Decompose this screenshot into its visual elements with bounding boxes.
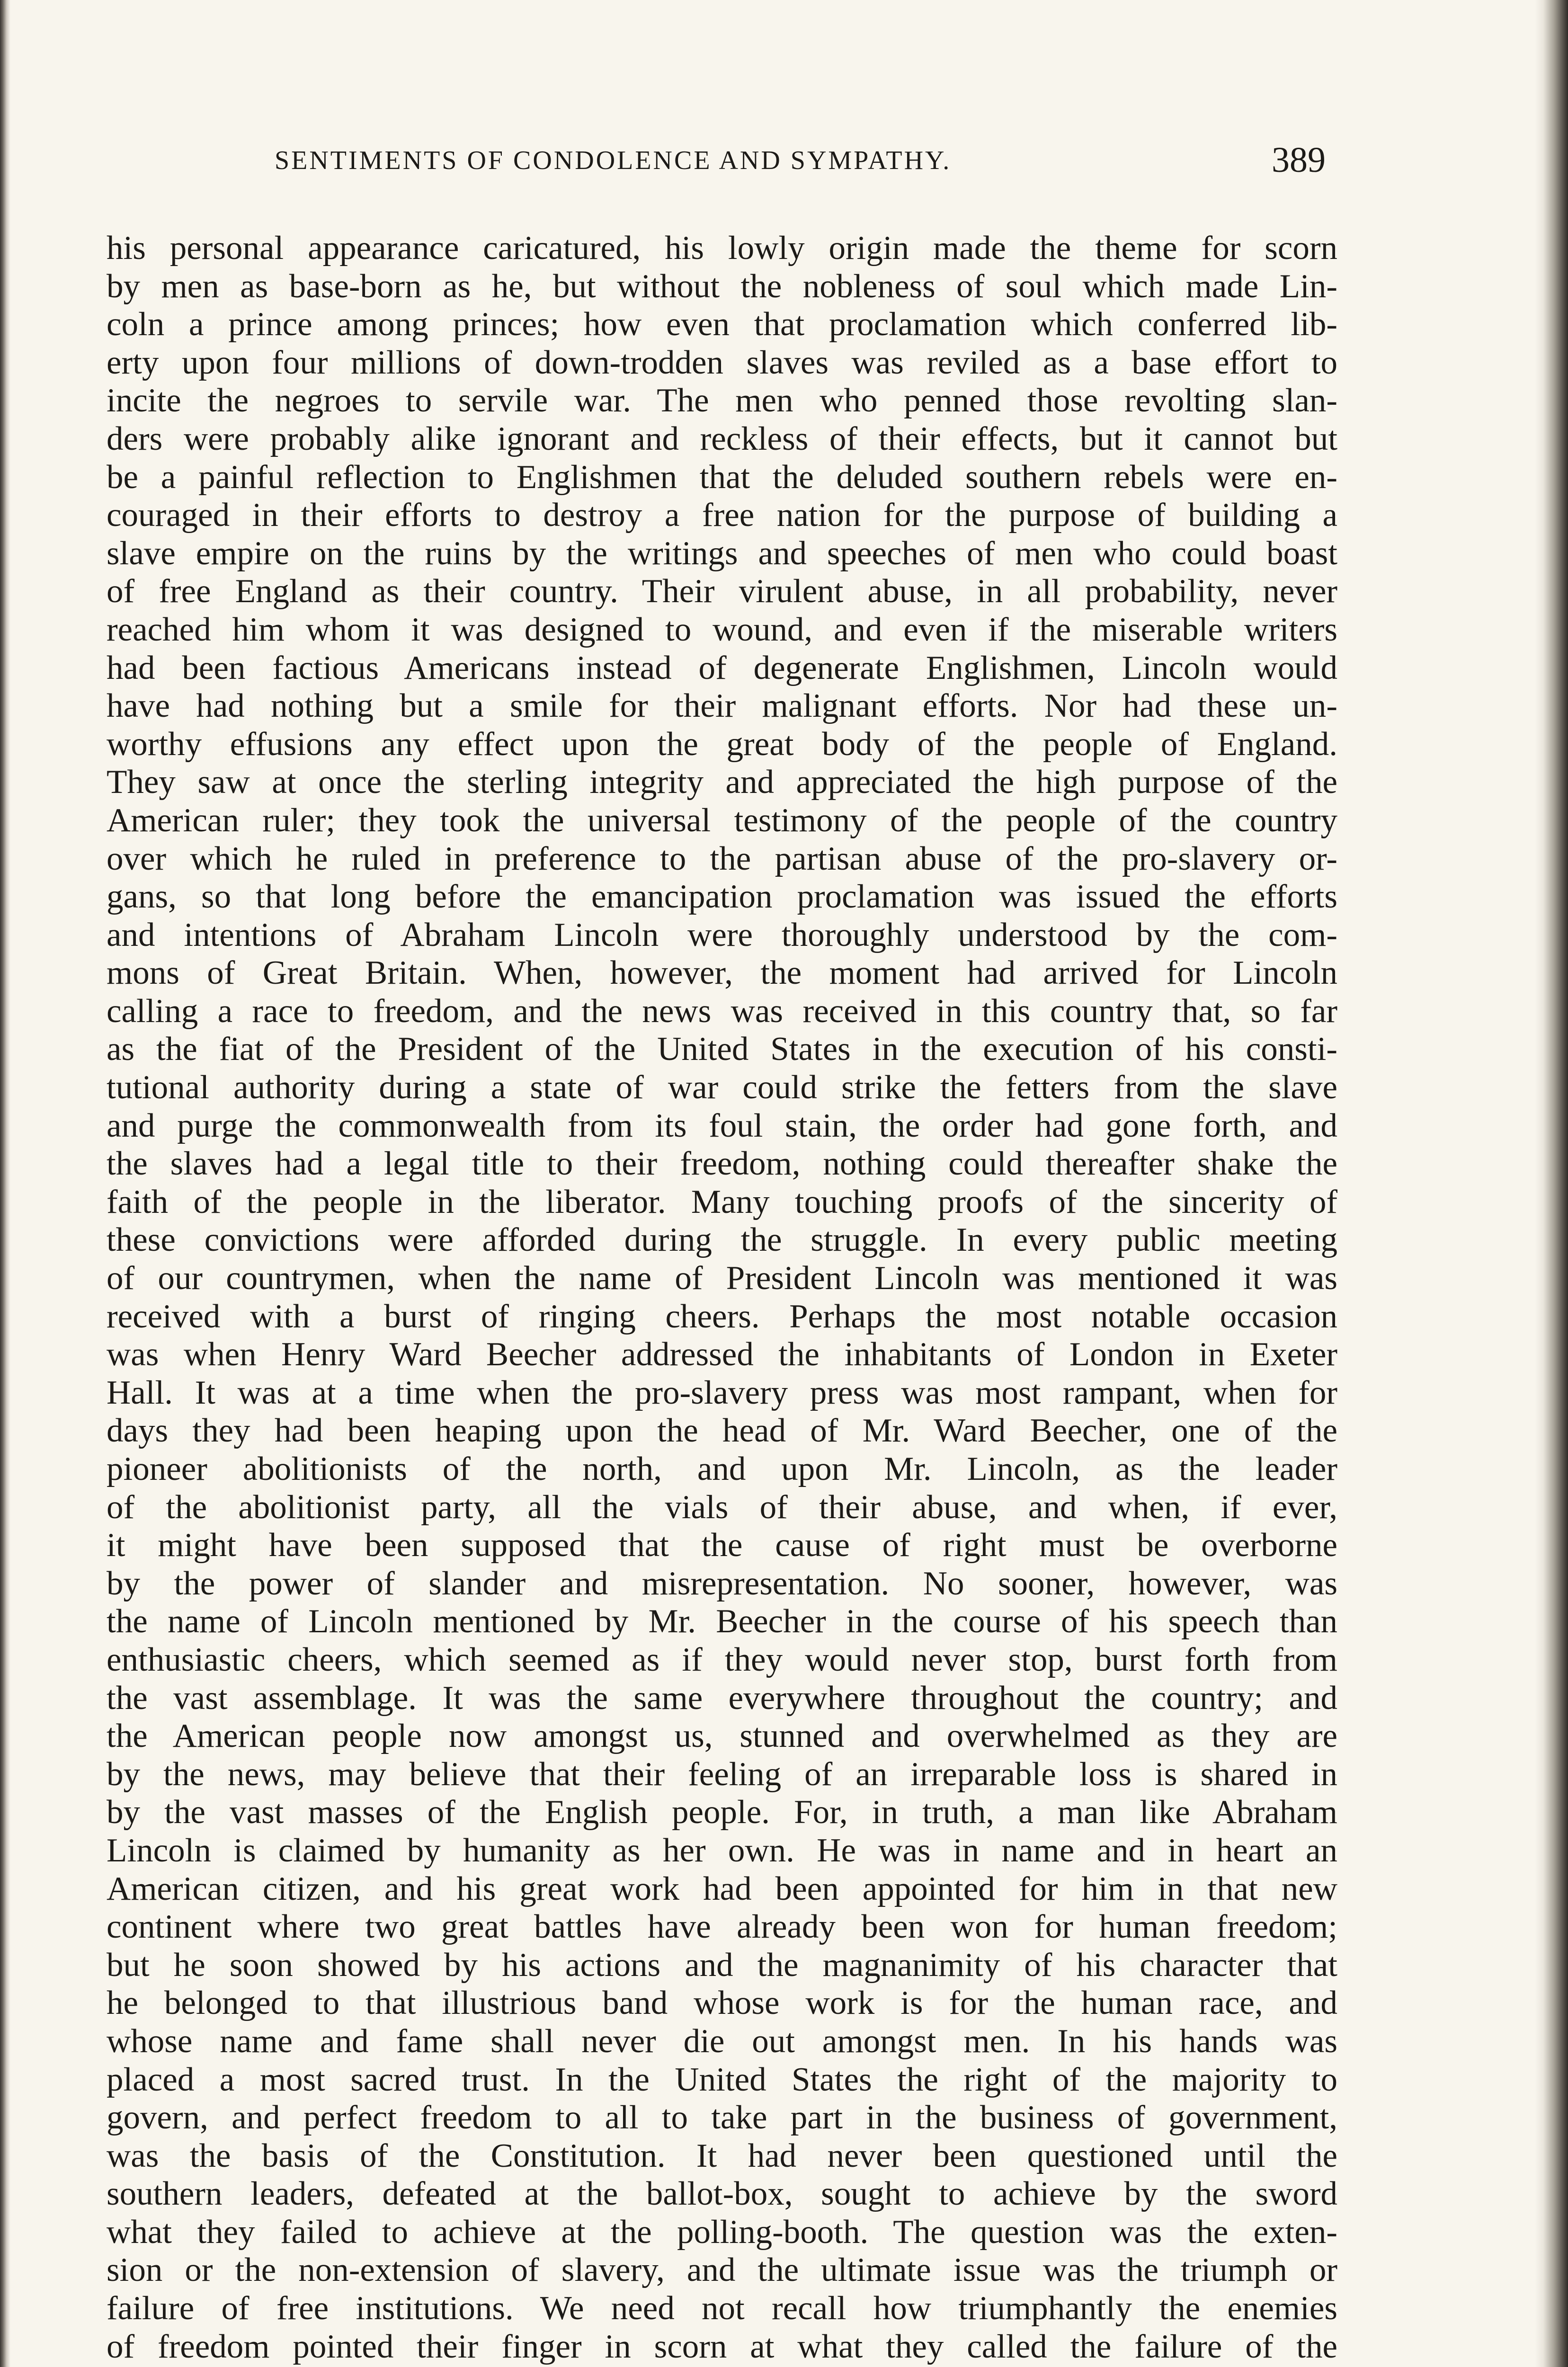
text-line: erty upon four millions of down-trodden slaves was reviled as a base effort to — [107, 344, 1337, 381]
text-line: worthy effusions any effect upon the great body of the people of England. — [107, 725, 1337, 763]
text-line: enthusiastic cheers, which seemed as if they would never stop, burst forth from — [107, 1641, 1337, 1678]
text-line: sion or the non-extension of slavery, and the ultimate issue was the triumph or — [107, 2251, 1337, 2289]
text-line: American ruler; they took the universal testimony of the people of the country — [107, 801, 1337, 839]
text-line: received with a burst of ringing cheers. Perhaps the most notable occasion — [107, 1298, 1337, 1335]
text-line: the American people now amongst us, stunned and overwhelmed as they are — [107, 1717, 1337, 1755]
text-line: by the news, may believe that their feeling of an irreparable loss is shared in — [107, 1755, 1337, 1793]
text-line: his personal appearance caricatured, his lowly origin made the theme for scorn — [107, 230, 1337, 267]
text-line: gans, so that long before the emancipation proclamation was issued the efforts — [107, 878, 1337, 916]
page-left-edge — [0, 0, 10, 2367]
text-line: American citizen, and his great work had been appointed for him in that new — [107, 1870, 1337, 1907]
text-line: coln a prince among princes; how even that proclamation which conferred lib- — [107, 306, 1337, 343]
body-text — [107, 229, 1337, 2366]
text-line: over which he ruled in preference to the partisan abuse of the pro-slavery or- — [107, 840, 1337, 877]
text-line: and purge the commonwealth from its foul stain, the order had gone forth, and — [107, 1107, 1337, 1144]
text-line: placed a most sacred trust. In the United States the right of the majority to — [107, 2061, 1337, 2098]
text-line: reached him whom it was designed to wound, and even if the miserable writers — [107, 611, 1337, 648]
text-line: had been factious Americans instead of degenerate Englishmen, Lincoln would — [107, 649, 1337, 686]
text-line: calling a race to freedom, and the news was received in this country that, so far — [107, 992, 1337, 1030]
text-line: govern, and perfect freedom to all to take part in the business of government, — [107, 2099, 1337, 2136]
running-head — [109, 140, 1340, 192]
page-right-edge — [1535, 0, 1568, 2367]
text-line: was when Henry Ward Beecher addressed the inhabitants of London in Exeter — [107, 1336, 1337, 1373]
text-line: slave empire on the ruins by the writings and speeches of men who could boast — [107, 534, 1337, 572]
text-line: tutional authority during a state of war could strike the fetters from the slave — [107, 1069, 1337, 1106]
text-line: these convictions were afforded during the struggle. In every public meeting — [107, 1221, 1337, 1259]
text-line: ders were probably alike ignorant and reckless of their effects, but it cannot but — [107, 420, 1337, 457]
text-line: be a painful reflection to Englishmen that the deluded southern rebels were en- — [107, 458, 1337, 496]
text-line: as the fiat of the President of the United States in the execution of his consti- — [107, 1031, 1337, 1068]
running-title: SENTIMENTS OF CONDOLENCE AND SYMPATHY. — [275, 146, 952, 175]
page-number: 389 — [1272, 140, 1326, 180]
text-line: Lincoln is claimed by humanity as her own. He was in name and in heart an — [107, 1832, 1337, 1869]
text-line: the name of Lincoln mentioned by Mr. Beecher in the course of his speech than — [107, 1603, 1337, 1640]
text-line: and intentions of Abraham Lincoln were thoroughly understood by the com- — [107, 916, 1337, 953]
text-line: it might have been supposed that the cause of right must be overborne — [107, 1527, 1337, 1564]
text-line: They saw at once the sterling integrity and appreciated the high purpose of the — [107, 764, 1337, 801]
text-line: have had nothing but a smile for their malignant efforts. Nor had these un- — [107, 687, 1337, 725]
text-line: mons of Great Britain. When, however, the moment had arrived for Lincoln — [107, 954, 1337, 992]
text-line: whose name and fame shall never die out amongst men. In his hands was — [107, 2022, 1337, 2060]
text-line: was the basis of the Constitution. It had never been questioned until the — [107, 2137, 1337, 2174]
text-line: the slaves had a legal title to their freedom, nothing could thereafter shake the — [107, 1145, 1337, 1183]
text-line: of freedom pointed their finger in scorn at what they called the failure of the — [107, 2328, 1337, 2365]
text-line: by the power of slander and misrepresentation. No sooner, however, was — [107, 1565, 1337, 1602]
text-line: continent where two great battles have already been won for human freedom; — [107, 1908, 1337, 1946]
text-line: failure of free institutions. We need not recall how triumphantly the enemies — [107, 2290, 1337, 2327]
text-line: incite the negroes to servile war. The men who penned those revolting slan- — [107, 382, 1337, 419]
text-line: but he soon showed by his actions and the magnanimity of his character that — [107, 1946, 1337, 1984]
text-line: by men as base-born as he, but without the nobleness of soul which made Lin- — [107, 267, 1337, 305]
text-line: of the abolitionist party, all the vials of their abuse, and when, if ever, — [107, 1488, 1337, 1526]
text-line: Hall. It was at a time when the pro-slavery press was most rampant, when for — [107, 1374, 1337, 1411]
text-line: by the vast masses of the English people. For, in truth, a man like Abraham — [107, 1794, 1337, 1831]
text-line: faith of the people in the liberator. Many touching proofs of the sincerity of — [107, 1183, 1337, 1220]
text-line: what they failed to achieve at the polling-booth. The question was the exten- — [107, 2213, 1337, 2251]
text-line: couraged in their efforts to destroy a free nation for the purpose of building a — [107, 497, 1337, 534]
text-line: of free England as their country. Their virulent abuse, in all probability, never — [107, 573, 1337, 610]
text-line: pioneer abolitionists of the north, and upon Mr. Lincoln, as the leader — [107, 1450, 1337, 1487]
text-line: days they had been heaping upon the head of Mr. Ward Beecher, one of the — [107, 1412, 1337, 1450]
text-line: southern leaders, defeated at the ballot-box, sought to achieve by the sword — [107, 2175, 1337, 2213]
text-line: he belonged to that illustrious band whose work is for the human race, and — [107, 1984, 1337, 2022]
text-line: of our countrymen, when the name of President Lincoln was mentioned it was — [107, 1260, 1337, 1297]
text-line: the vast assemblage. It was the same everywhere throughout the country; and — [107, 1679, 1337, 1717]
